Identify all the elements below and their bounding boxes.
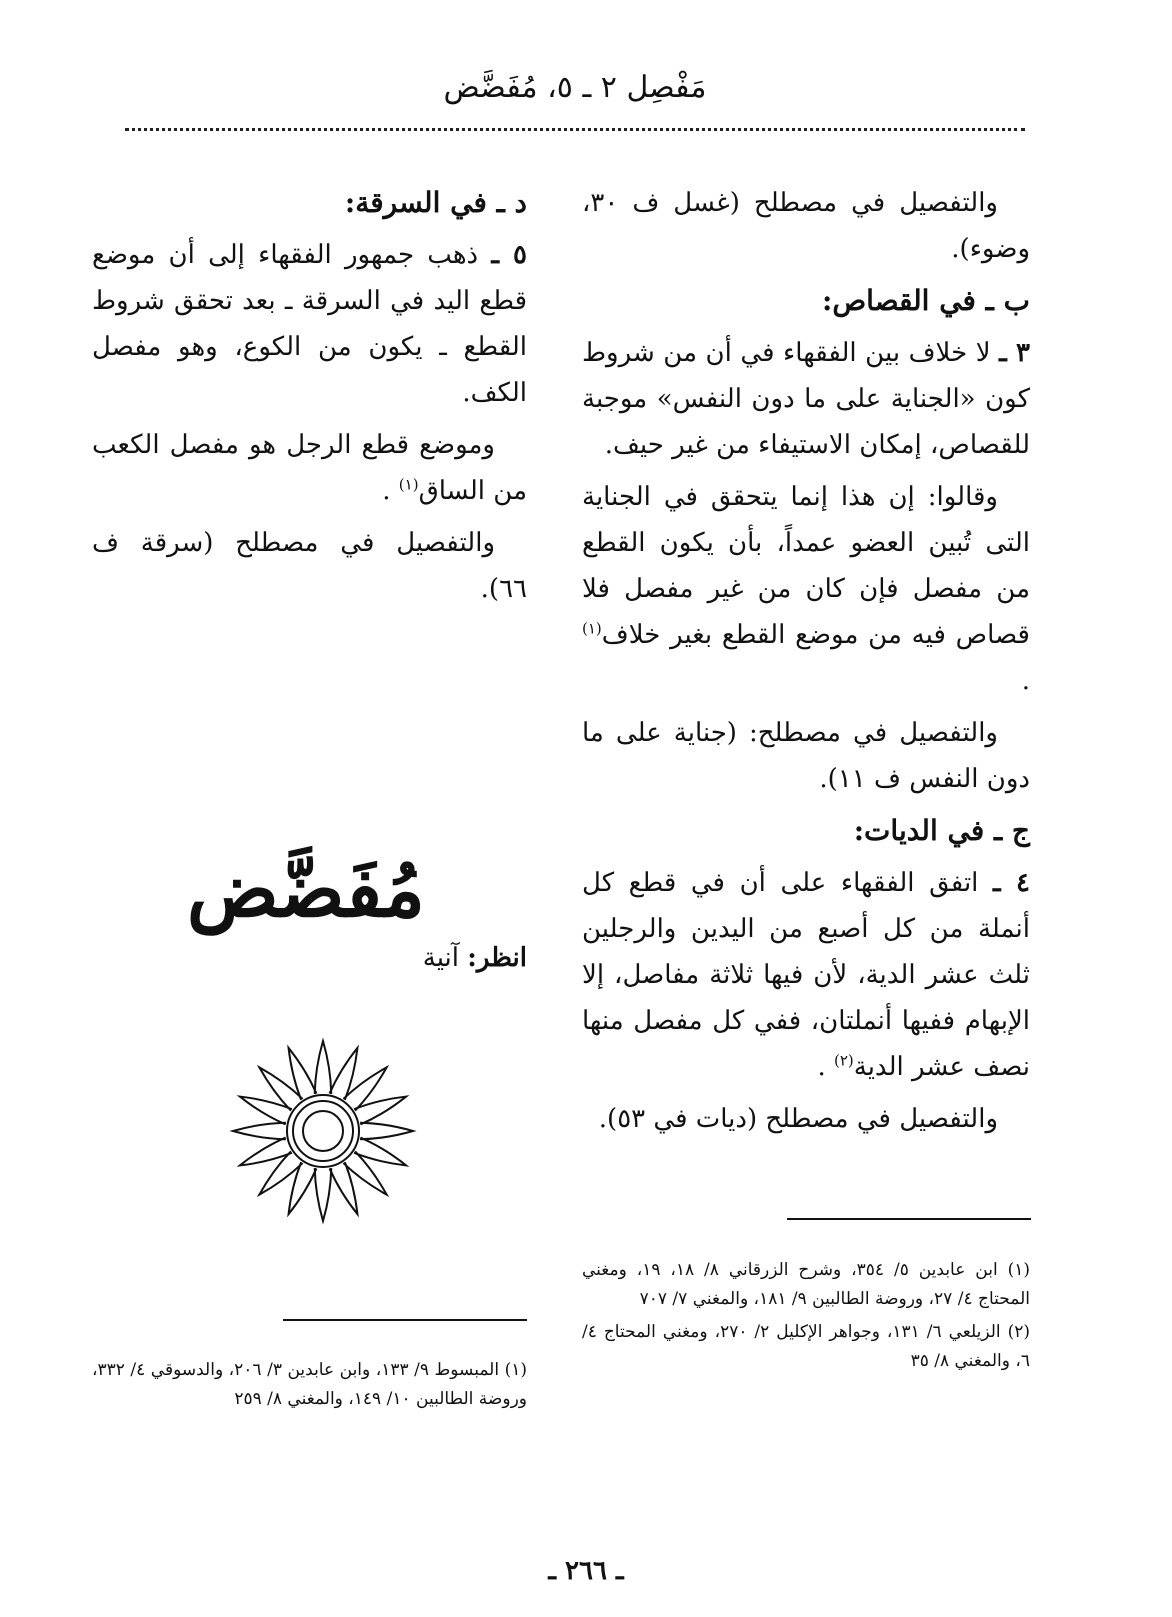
see-also xyxy=(300,935,527,981)
footnote-ref: (١) xyxy=(582,619,602,638)
ornament-petal xyxy=(360,1123,413,1140)
ornament-petal xyxy=(343,1067,386,1110)
heading-diyat: ج ـ في الديات: xyxy=(853,814,1030,847)
paragraph-wash-reference: والتفصيل في مصطلح (غسل ف ٣٠، وضوء). xyxy=(582,188,1030,264)
ornament-petal xyxy=(240,1097,292,1125)
header-dotted-rule xyxy=(125,128,1025,131)
ornament-petal xyxy=(315,1168,332,1221)
footnote-rule-right xyxy=(787,1218,1031,1220)
paragraph-text: ذهب جمهور الفقهاء إلى أن موضع قطع اليد في السرقة ـ بعد تحقق شروط القطع ـ يكون من الكوع، وهو مفصل الكف. xyxy=(92,240,527,408)
footnote-rule-left xyxy=(283,1319,527,1321)
ornament-petal xyxy=(330,1048,358,1100)
paragraph-text: لا خلاف بين الفقهاء في أن من شروط كون «الجناية على ما دون النفس» موجبة للقصاص، إمكان الاستيفاء من غير حيف. xyxy=(582,338,1030,460)
paragraph-diyat-reference: والتفصيل في مصطلح (ديات في ٥٣). xyxy=(598,1104,998,1134)
page-header: مَفْصِل ٢ ـ ٥، مُفَضَّض xyxy=(443,70,707,105)
paragraph-number: ٥ ـ xyxy=(491,240,527,270)
paragraph-diyat: ٤ ـ اتفق الفقهاء على أن في قطع كل أنملة من كل أصبع من اليدين والرجلين ثلث عشر الدية، لأن فيها ثلاثة مفاصل، إلا الإبهام ففيها أنملتان، ففي كل مفصل منها نصف عشر الدية$^{(٢)}$ . xyxy=(582,868,1030,1082)
ornament-ring xyxy=(287,1095,359,1167)
left-column xyxy=(92,180,527,618)
heading-sariqa: د ـ في السرقة: xyxy=(344,186,527,219)
see-target: آنية xyxy=(422,943,459,973)
ornament-petal xyxy=(259,1067,302,1110)
ornament-petal xyxy=(259,1151,302,1194)
heading-qisas: ب ـ في القصاص: xyxy=(821,284,1030,317)
see-label: انظر: xyxy=(467,943,527,973)
ornament-petal xyxy=(354,1138,406,1166)
ornament-petal xyxy=(233,1123,286,1140)
footnotes-left xyxy=(92,1356,527,1418)
ornament-ring xyxy=(303,1111,343,1151)
footnotes-right xyxy=(582,1256,1030,1380)
entry-title: مُفَضَّض xyxy=(186,845,425,934)
paragraph-text: اتفق الفقهاء على أن في قطع كل أنملة من كل أصبع من اليدين والرجلين ثلث عشر الدية، لأن فيها ثلاثة مفاصل، إلا الإبهام ففيها أنملتان، ففي كل مفصل منها نصف عشر الدية xyxy=(582,868,1030,1082)
paragraph-text: وقالوا: إن هذا إنما يتحقق في الجناية التى تُبين العضو عمداً، بأن يكون القطع من مفصل فإن كان من غير مفصل فلا قصاص فيه من موضع القطع بغير خلاف xyxy=(582,482,1030,650)
paragraph-foot-cut: وموضع قطع الرجل هو مفصل الكعب من الساق$^{(١)}$ . xyxy=(92,430,527,506)
right-column xyxy=(582,180,1030,1148)
paragraph-jinaya-reference: والتفصيل في مصطلح: (جناية على ما دون النفس ف ١١). xyxy=(582,718,1030,794)
footnote-ref: (١) xyxy=(398,475,419,494)
paragraph-qisas-joint: وقالوا: إن هذا إنما يتحقق في الجناية التى تُبين العضو عمداً، بأن يكون القطع من مفصل فإن كان من غير مفصل فلا قصاص فيه من موضع القطع بغير خلاف$^{(١)}$ . xyxy=(582,482,1030,696)
paragraph-sariqa-reference: والتفصيل في مصطلح (سرقة ف ٦٦). xyxy=(92,528,527,604)
paragraph-number: ٤ ـ xyxy=(993,868,1030,898)
ornament-petal xyxy=(240,1138,292,1166)
ornament-petal xyxy=(330,1162,358,1214)
paragraph-text: وموضع قطع الرجل هو مفصل الكعب من الساق xyxy=(92,430,527,506)
paragraph-qisas xyxy=(582,330,1030,468)
footnote-ref: (٢) xyxy=(833,1051,854,1070)
page-number: ـ ٢٦٦ ـ xyxy=(548,1556,624,1586)
ornament-petal xyxy=(289,1048,317,1100)
footnote: (١) ابن عابدين ٥/ ٣٥٤، وشرح الزرقاني ٨/ ١٨، ١٩، ومغني المحتاج ٤/ ٢٧، وروضة الطالبين ٩/ ١٨١، والمغني ٧/ ٧٠٧ xyxy=(582,1260,1030,1309)
footnote: (٢) الزيلعي ٦/ ١٣١، وجواهر الإكليل ٢/ ٢٧٠، ومغني المحتاج ٤/ ٦، والمغني ٨/ ٣٥ xyxy=(582,1322,1031,1371)
ornament-petal xyxy=(315,1041,332,1094)
paragraph-sariqa xyxy=(92,232,527,416)
ornament-petal xyxy=(343,1151,386,1194)
paragraph-number: ٣ ـ xyxy=(999,338,1031,368)
ornament-petal xyxy=(354,1097,406,1125)
ornament-icon xyxy=(228,1036,418,1226)
footnote: (١) المبسوط ٩/ ١٣٣، وابن عابدين ٣/ ٢٠٦، والدسوقي ٤/ ٣٣٢، وروضة الطالبين ١٠/ ١٤٩، والمغني ٨/ ٢٥٩ xyxy=(92,1360,528,1409)
ornament-petal xyxy=(289,1162,317,1214)
